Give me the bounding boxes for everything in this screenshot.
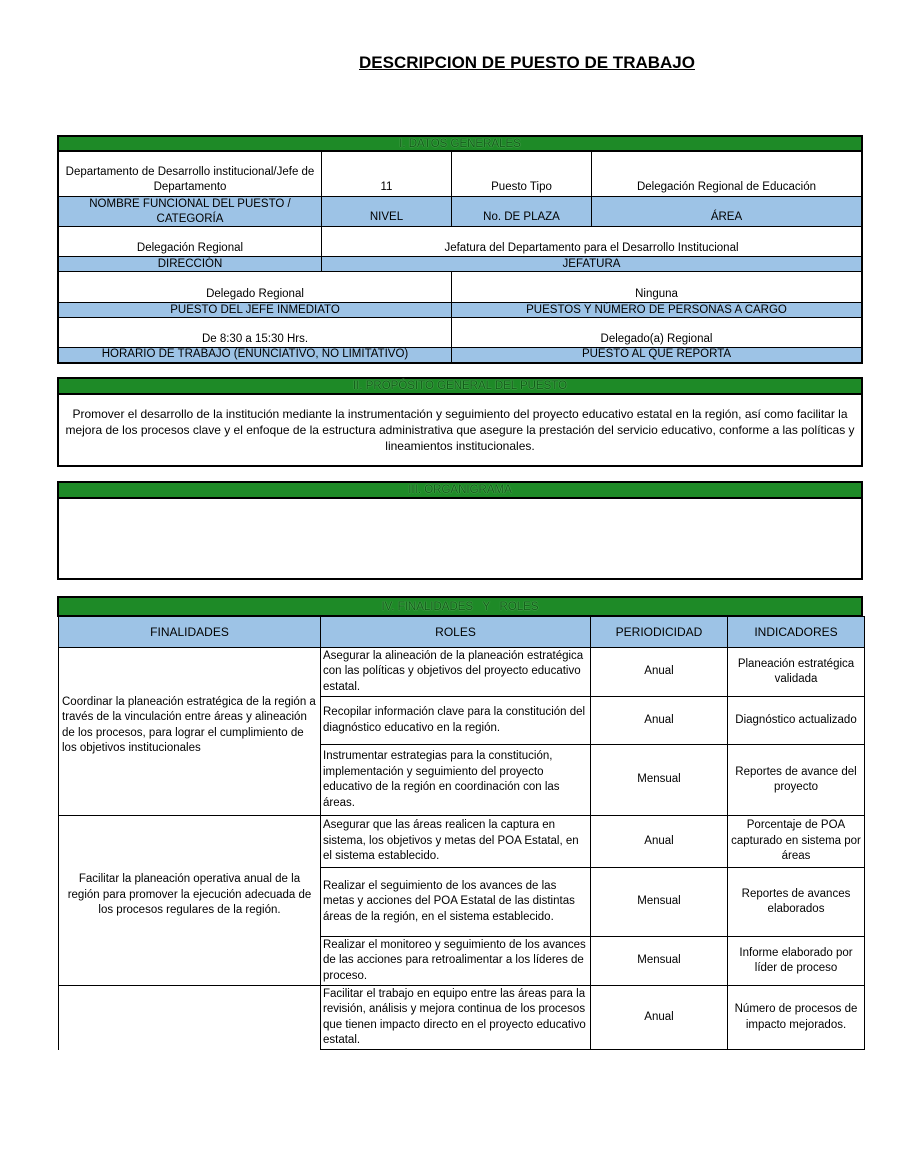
label-nivel: NIVEL	[321, 196, 451, 227]
value-nombre-funcional: Departamento de Desarrollo institucional/Jefe de Departamento	[65, 166, 315, 193]
finalidad-cell	[59, 986, 321, 1050]
column-header: PERIODICIDAD	[591, 617, 728, 648]
indicador-cell: Informe elaborado por líder de proceso	[728, 937, 865, 986]
section-header-proposito	[57, 377, 863, 395]
value-area: Delegación Regional de Educación	[591, 152, 861, 196]
rol-cell: Asegurar que las áreas realicen la captura en sistema, los objetivos y metas del POA Estatal, en el sistema establecido.	[321, 816, 591, 868]
section-header-datos-generales	[57, 135, 863, 152]
rol-cell: Instrumentar estrategias para la constitución, implementación y seguimiento del proyecto educativo de la región en coordinación con las áreas.	[321, 745, 591, 816]
value-horario: De 8:30 a 15:30 Hrs.	[201, 333, 309, 345]
finalidades-table	[58, 616, 865, 1050]
label-personas-a-cargo: PUESTOS Y NÚMERO DE PERSONAS A CARGO	[451, 302, 861, 318]
rol-cell: Asegurar la alineación de la planeación estratégica con las políticas y objetivos del proyecto educativo estatal.	[321, 648, 591, 697]
indicador-cell: Diagnóstico actualizado	[728, 697, 865, 745]
label-plaza: No. DE PLAZA	[451, 196, 591, 227]
column-header: FINALIDADES	[59, 617, 321, 648]
indicador-cell: Número de procesos de impacto mejorados.	[728, 986, 865, 1050]
label-horario: HORARIO DE TRABAJO (ENUNCIATIVO, NO LIMITATIVO)	[59, 347, 451, 362]
rol-cell: Realizar el seguimiento de los avances de las metas y acciones del POA Estatal de las distintas áreas de la región, en el sistema establecido.	[321, 868, 591, 937]
section-header-label: I. DATOS GENERALES	[399, 138, 521, 150]
section-header-label: III. ORGANIGRAMA	[408, 484, 512, 496]
table-header-row	[59, 617, 865, 648]
label-nombre-funcional: NOMBRE FUNCIONAL DEL PUESTO / CATEGORÍA	[59, 196, 321, 227]
label-puesto-reporta: PUESTO AL QUE REPORTA	[451, 347, 861, 362]
periodicidad-cell: Mensual	[591, 937, 728, 986]
finalidad-cell: Coordinar la planeación estratégica de la región a través de la vinculación entre áreas y alineación de los procesos, para lograr el cumplimiento de los objetivos institucionales	[59, 648, 321, 816]
periodicidad-cell: Anual	[591, 697, 728, 745]
page-title: DESCRIPCION DE PUESTO DE TRABAJO	[359, 53, 695, 72]
periodicidad-cell: Mensual	[591, 868, 728, 937]
proposito-text: Promover el desarrollo de la institución mediante la instrumentación y seguimiento del proyecto educativo estatal en la región, así como facilitar la mejora de los procesos clave y el enfoque de la estructura administrativa que asegure la prestación del servicio educativo, conforme a las políticas y lineamientos institucionales.	[65, 407, 855, 453]
periodicidad-cell: Anual	[591, 648, 728, 697]
value-nivel: 11	[321, 152, 451, 196]
indicador-cell: Reportes de avances elaborados	[728, 868, 865, 937]
label-jefatura: JEFATURA	[321, 256, 861, 272]
rol-cell: Realizar el monitoreo y seguimiento de los avances de las acciones para retroalimentar a los líderes de proceso.	[321, 937, 591, 986]
organigrama-frame	[57, 498, 863, 580]
column-header: ROLES	[321, 617, 591, 648]
section-header-label: IV. FINALIDADES Y ROLES	[381, 601, 539, 613]
section-header-label: II. PROPÓSITO GENERAL DEL PUESTO	[352, 380, 568, 392]
label-direccion: DIRECCIÓN	[59, 256, 321, 272]
table-row	[59, 648, 865, 697]
value-plaza: Puesto Tipo	[451, 152, 591, 196]
finalidad-cell: Facilitar la planeación operativa anual de la región para promover la ejecución adecuada de los procesos regulares de la región.	[59, 816, 321, 986]
section-header-organigrama	[57, 481, 863, 499]
indicador-cell: Porcentaje de POA capturado en sistema por áreas	[728, 816, 865, 868]
label-jefe-inmediato: PUESTO DEL JEFE INMEDIATO	[59, 302, 451, 318]
periodicidad-cell: Mensual	[591, 745, 728, 816]
value-jefe-inmediato: Delegado Regional	[206, 288, 304, 300]
section-header-finalidades	[57, 596, 863, 617]
label-area: ÁREA	[591, 196, 861, 227]
value-direccion: Delegación Regional	[136, 242, 244, 254]
table-row	[59, 986, 865, 1050]
table-row	[59, 816, 865, 868]
rol-cell: Recopilar información clave para la constitución del diagnóstico educativo en la región.	[321, 697, 591, 745]
value-puesto-reporta: Delegado(a) Regional	[451, 318, 861, 347]
indicador-cell: Reportes de avance del proyecto	[728, 745, 865, 816]
value-personas-a-cargo: Ninguna	[451, 272, 861, 302]
column-header: INDICADORES	[728, 617, 865, 648]
indicador-cell: Planeación estratégica validada	[728, 648, 865, 697]
value-jefatura: Jefatura del Departamento para el Desarrollo Institucional	[321, 227, 861, 257]
periodicidad-cell: Anual	[591, 816, 728, 868]
periodicidad-cell: Anual	[591, 986, 728, 1050]
rol-cell: Facilitar el trabajo en equipo entre las áreas para la revisión, análisis y mejora continua de los procesos que tienen impacto directo en el proyecto educativo estatal.	[321, 986, 591, 1050]
